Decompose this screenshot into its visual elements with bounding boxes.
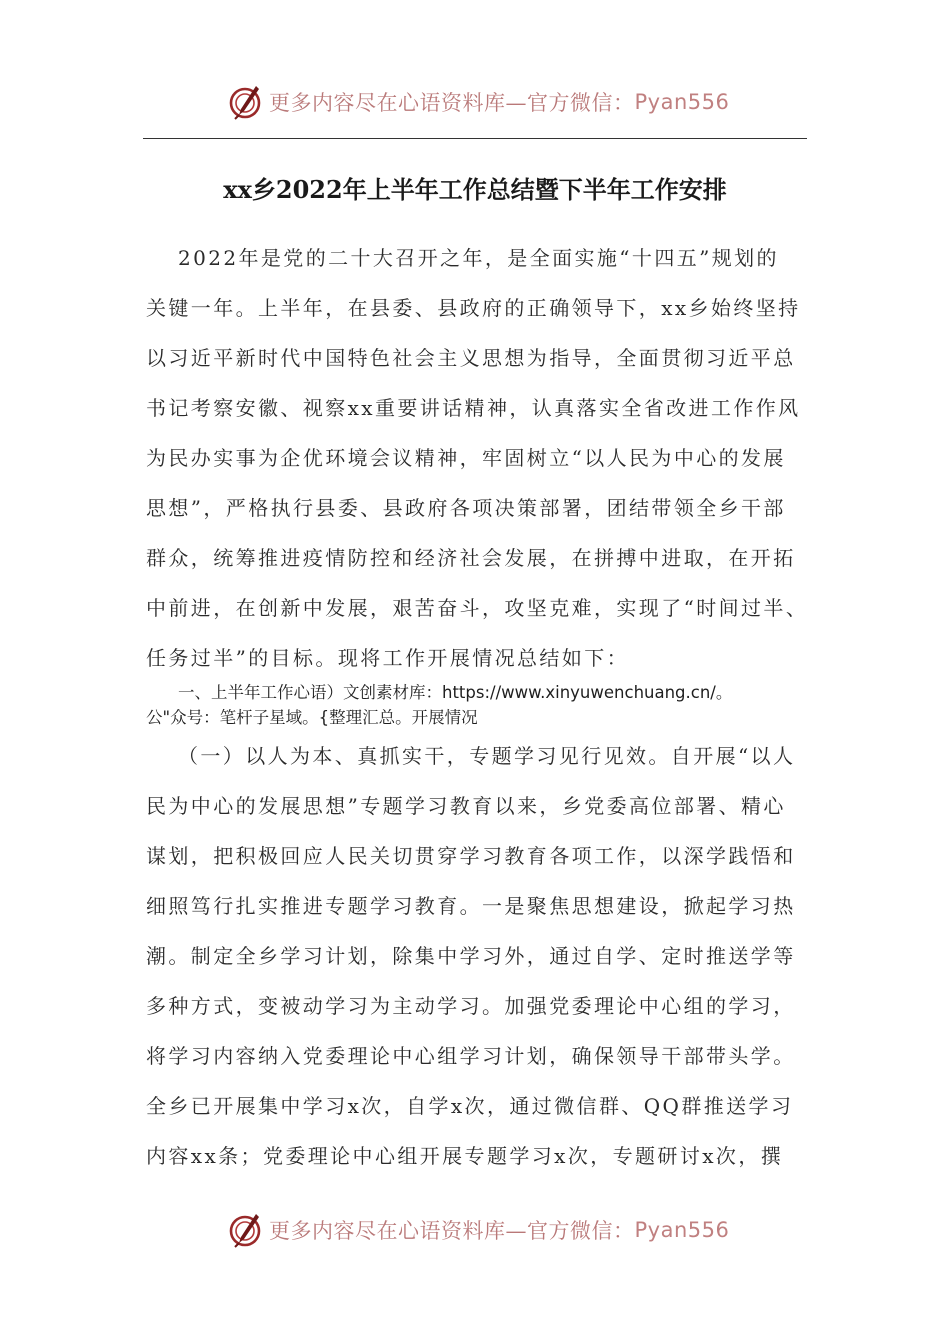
section-heading-cont: 公"众号：笔杆子星域。{整理汇总。开展情况	[146, 708, 478, 727]
quill-logo-icon	[225, 1210, 265, 1250]
paragraph-line: 内容xx条；党委理论中心组开展专题学习x次，专题研讨x次，撰	[146, 1144, 784, 1168]
paragraph-line: 谋划，把积极回应人民关切贯穿学习教育各项工作，以深学践悟和	[146, 844, 796, 868]
banner-text: 更多内容尽在心语资料库—官方微信：	[269, 1219, 635, 1243]
paragraph-line: 全乡已开展集中学习x次，自学x次，通过微信群、QQ群推送学习	[146, 1094, 794, 1118]
paragraph-line: 思想”，严格执行县委、县政府各项决策部署，团结带领全乡干部	[146, 496, 786, 520]
paragraph-line: 以习近平新时代中国特色社会主义思想为指导，全面贯彻习近平总	[146, 346, 796, 370]
document-title: xx乡2022年上半年工作总结暨下半年工作安排	[223, 175, 727, 204]
paragraph-line: 细照笃行扎实推进专题学习教育。一是聚焦思想建设，掀起学习热	[146, 894, 796, 918]
banner-text: 更多内容尽在心语资料库—官方微信：	[269, 91, 635, 115]
header-divider	[143, 138, 807, 139]
paragraph-line: 多种方式，变被动学习为主动学习。加强党委理论中心组的学习，	[146, 994, 796, 1018]
quill-logo-icon	[225, 82, 265, 122]
header-banner	[225, 80, 745, 124]
paragraph-line: 民为中心的发展思想”专题学习教育以来，乡党委高位部署、精心	[146, 794, 786, 818]
footer-banner	[225, 1208, 745, 1252]
paragraph-line: （一）以人为本、真抓实干，专题学习见行见效。自开展“以人	[178, 744, 796, 768]
paragraph-line: 将学习内容纳入党委理论中心组学习计划，确保领导干部带头学。	[146, 1044, 796, 1068]
paragraph-line: 2022年是党的二十大召开之年，是全面实施“十四五”规划的	[178, 246, 779, 270]
paragraph-line: 书记考察安徽、视察xx重要讲话精神，认真落实全省改进工作作风	[146, 396, 801, 420]
paragraph-line: 群众，统筹推进疫情防控和经济社会发展，在拼搏中进取，在开拓	[146, 546, 796, 570]
section-heading: 一、上半年工作心语）文创素材库：https://www.xinyuwenchuang.cn/。	[178, 683, 733, 702]
paragraph-line: 潮。制定全乡学习计划，除集中学习外，通过自学、定时推送学等	[146, 944, 796, 968]
paragraph-line: 任务过半”的目标。现将工作开展情况总结如下：	[146, 646, 630, 670]
paragraph-line: 为民办实事为企优环境会议精神，牢固树立“以人民为中心的发展	[146, 446, 786, 470]
paragraph-line: 关键一年。上半年，在县委、县政府的正确领导下，xx乡始终坚持	[146, 296, 801, 320]
paragraph-line: 中前进，在创新中发展，艰苦奋斗，攻坚克难，实现了“时间过半、	[146, 596, 809, 620]
wechat-id: Pyan556	[634, 1218, 730, 1242]
wechat-id: Pyan556	[634, 90, 730, 114]
